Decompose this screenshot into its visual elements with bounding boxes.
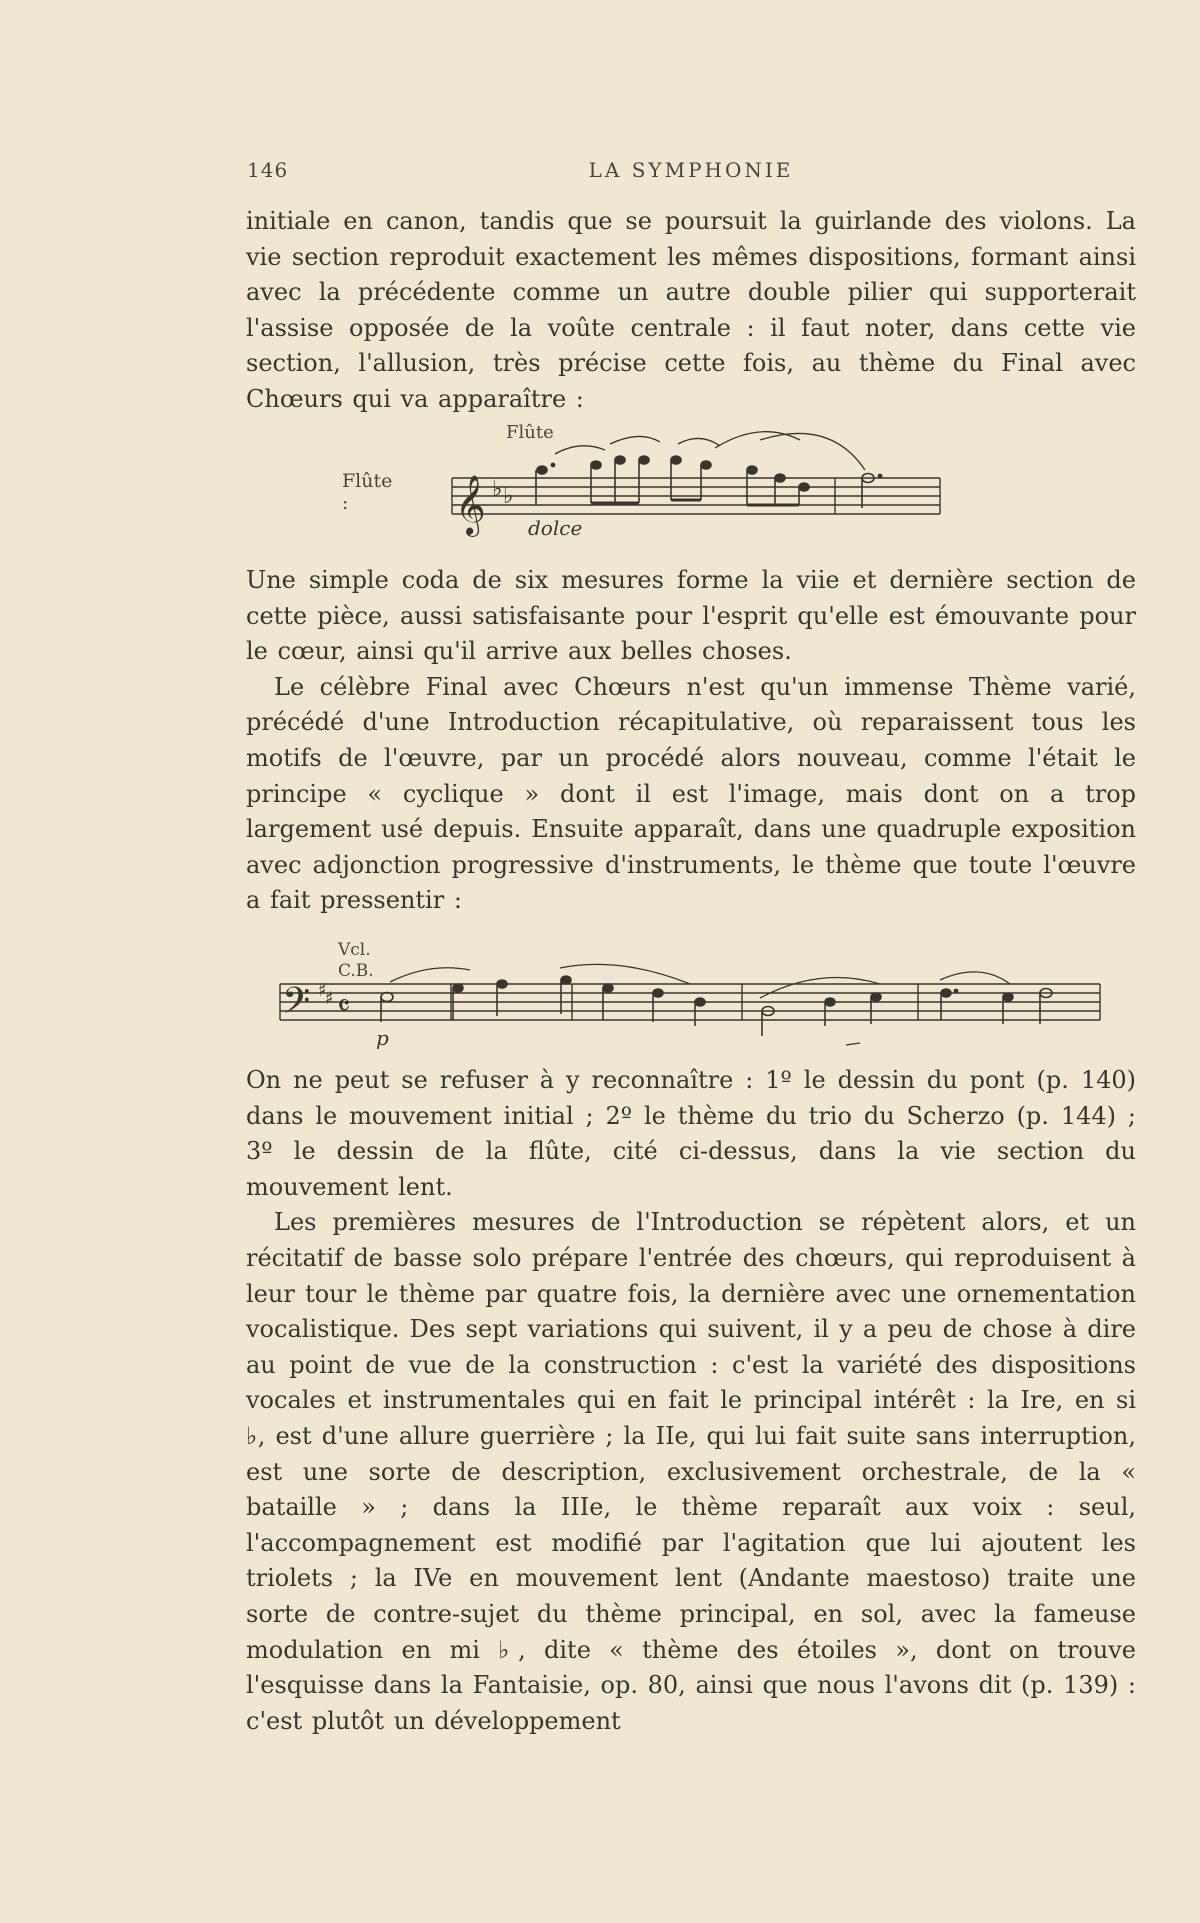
dynamic-piano: p (376, 1026, 389, 1050)
svg-text:♭: ♭ (503, 484, 514, 509)
svg-text:𝄢: 𝄢 (282, 980, 311, 1031)
example-label-vcl: Vcl. (338, 940, 371, 960)
example-label-cb: C.B. (338, 961, 374, 981)
paragraph-1: initiale en canon, tandis que se poursuit la guirlande des violons. La vie section reproduit exactement les mêmes dispositions, formant ainsi avec la précédente comme un autre double pilier qui supporterait l'assise opposée de la voûte centrale : il faut noter, dans cette vie section, l'allusion, très précise cette fois, au thème du Final avec Chœurs qui va apparaître : (246, 207, 1136, 413)
paragraph-2: Une simple coda de six mesures forme la viie et dernière section de cette pièce, aussi satisfaisante pour l'esprit qu'elle est émouvante pour le cœur, ainsi qu'il arrive aux belles choses. (246, 566, 1136, 666)
svg-text:𝄞: 𝄞 (455, 475, 486, 535)
example-label-flute: Flûte : (342, 470, 393, 514)
svg-text:♯: ♯ (318, 980, 327, 1001)
paragraph-4: On ne peut se refuser à y reconnaître : 1º le dessin du pont (p. 140) dans le mouvement initial ; 2º le thème du trio du Scherzo (p. 144) ; 3º le dessin de la flûte, cité ci-dessus, dans la vie section du mouvement lent. (246, 1066, 1136, 1201)
example-instrument-flute: Flûte (506, 422, 554, 443)
svg-text:♭: ♭ (492, 477, 503, 502)
svg-text:♯: ♯ (325, 988, 334, 1009)
paragraph-3: Le célèbre Final avec Chœurs n'est qu'un immense Thème varié, précédé d'une Introduction récapitulative, où reparaissent tous les motifs de l'œuvre, par un procédé alors nouveau, comme l'était le principe « cyclique » dont il est l'image, mais dont on a trop largement usé depuis. Ensuite apparaît, dans une quadruple exposition avec adjonction progressive d'instruments, le thème que toute l'œuvre a fait pressentir : (246, 672, 1136, 915)
paragraph-5: Les premières mesures de l'Introduction se répètent alors, et un récitatif de basse solo prépare l'entrée des chœurs, qui reproduisent à leur tour le thème par quatre fois, la dernière avec une ornementation vocalistique. Des sept variations qui suivent, il y a peu de chose à dire au point de vue de la construction : c'est la variété des dispositions vocales et instrumentales qui en fait le principal intérêt : la Ire, en si ♭, est d'une allure guerrière ; la IIe, qui lui fait suite sans interruption, est une sorte de description, exclusivement orchestrale, de la « bataille » ; dans la IIIe, le thème reparaît aux voix : seul, l'accompagnement est modifié par l'agitation que lui ajoutent les triolets ; la IVe en mouvement lent (Andante maestoso) traite une sorte de contre-sujet du thème principal, en sol, avec la fameuse modulation en mi ♭, dite « thème des étoiles », dont on trouve l'esquisse dans la Fantaisie, op. 80, ainsi que nous l'avons dit (p. 139) : c'est plutôt un développement (246, 1208, 1136, 1735)
page-number: 146 (247, 158, 289, 182)
text-block-3 (246, 1063, 1136, 1739)
svg-text:𝄴: 𝄴 (337, 989, 351, 1024)
running-title: LA SYMPHONIE (588, 158, 794, 182)
dynamic-dolce: dolce (528, 516, 583, 540)
